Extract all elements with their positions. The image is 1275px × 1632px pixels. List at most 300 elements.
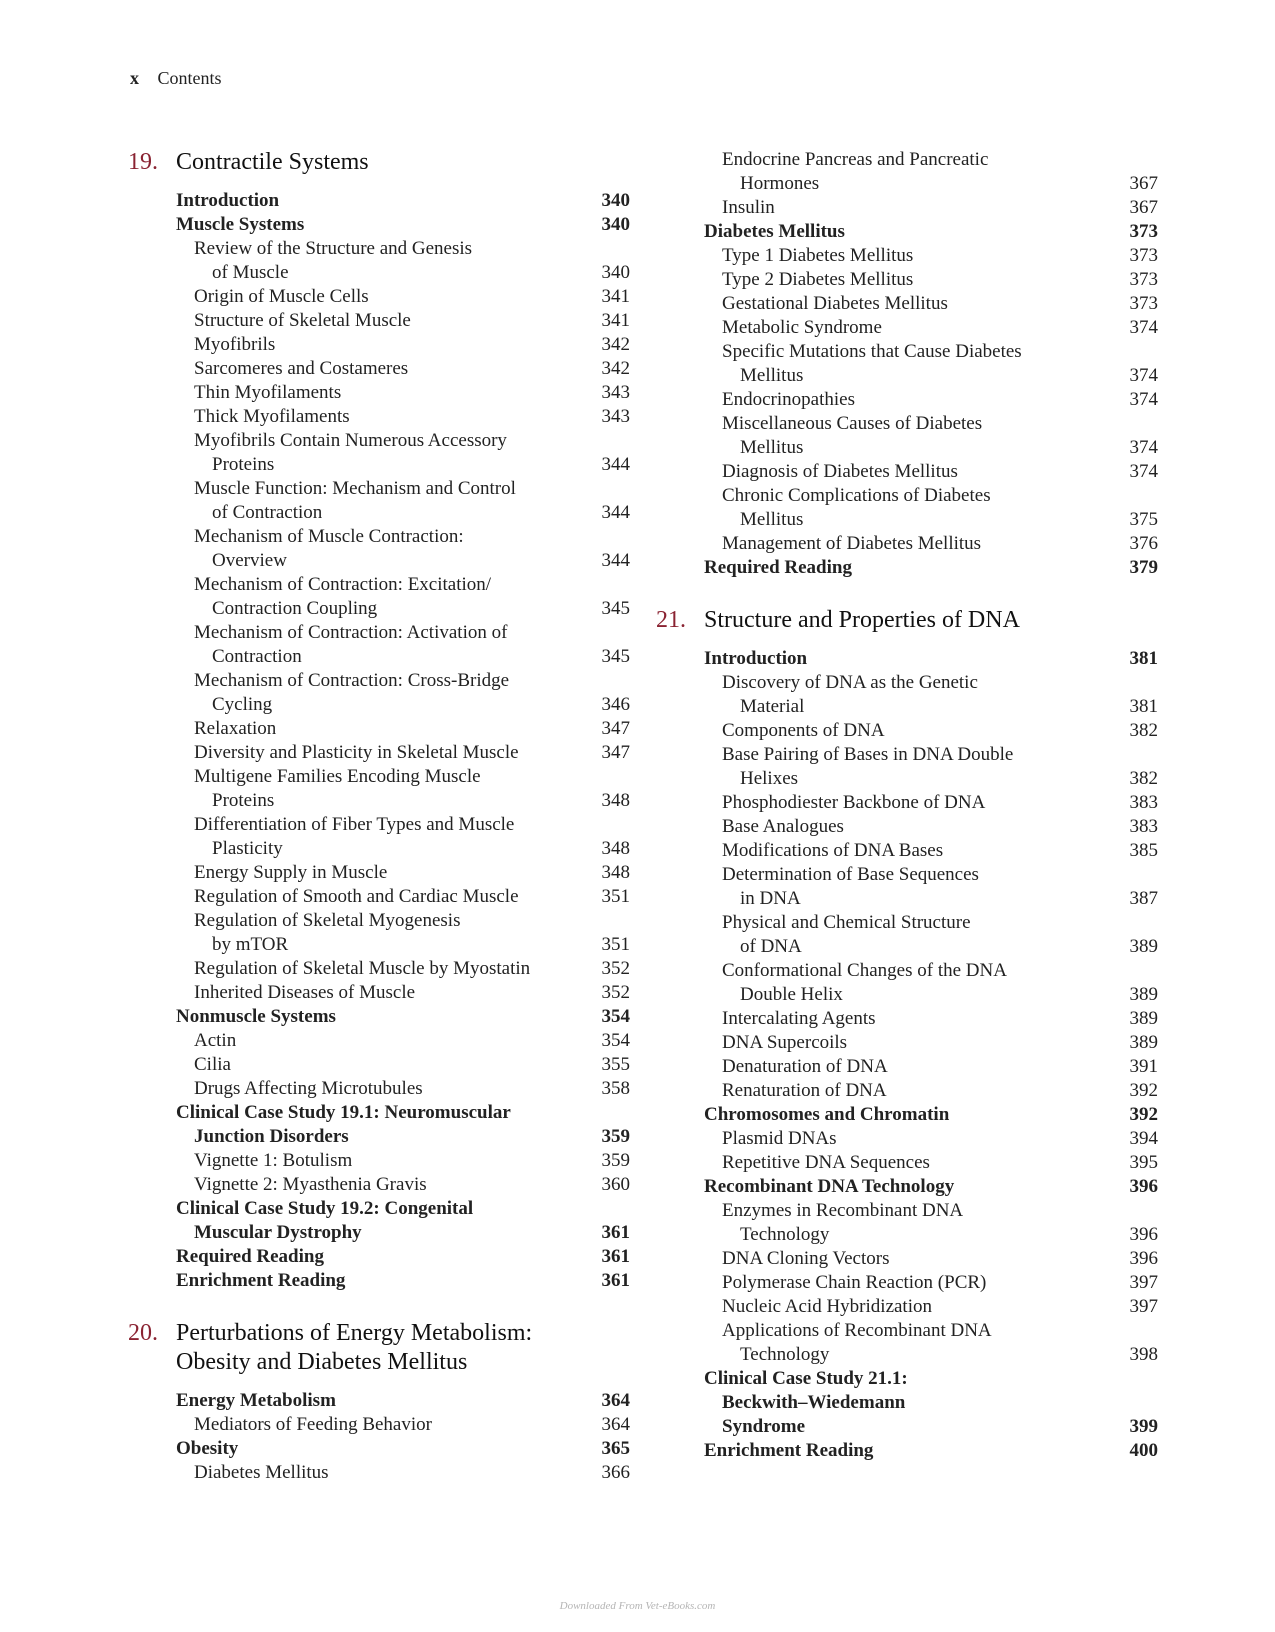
entry-title (128, 1029, 582, 1053)
entry-page-number: 382 (1129, 720, 1158, 741)
toc-subsection-entry (128, 237, 630, 285)
entry-title-line: Applications of Recombinant DNA (722, 1320, 992, 1341)
entry-title (656, 1031, 1110, 1055)
entry-title (128, 213, 582, 237)
entry-page-number: 343 (601, 382, 630, 403)
toc-section-entry (128, 1005, 630, 1029)
chapter-title-line: Perturbations of Energy Metabolism: (176, 1320, 533, 1346)
entry-title-line: Base Pairing of Bases in DNA Double (722, 744, 1014, 765)
entry-title (128, 1389, 582, 1413)
entry-page-number: 340 (601, 190, 630, 211)
entry-title (656, 791, 1110, 815)
entry-title-line: Clinical Case Study 21.1: (704, 1368, 908, 1389)
entry-page-number: 379 (1129, 557, 1158, 578)
entry-title-line: Plasmid DNAs (722, 1128, 837, 1149)
entry-title (128, 885, 582, 909)
chapter-title (704, 606, 1020, 635)
entry-page-number: 381 (1129, 648, 1158, 669)
entry-title-line: Regulation of Smooth and Cardiac Muscle (194, 886, 519, 907)
entry-title (128, 285, 582, 309)
toc-subsection-entry (656, 1079, 1158, 1103)
entry-title-line: Introduction (704, 648, 808, 669)
entry-title-line: Components of DNA (722, 720, 885, 741)
entry-title-line: Myofibrils (194, 334, 276, 355)
entry-title-line: Thin Myofilaments (194, 382, 342, 403)
entry-title-line: Type 2 Diabetes Mellitus (722, 269, 914, 290)
entry-title (128, 1245, 582, 1269)
toc-subsection-entry (128, 1077, 630, 1101)
toc-subsection-entry (128, 861, 630, 885)
entry-page-number: 389 (1129, 1032, 1158, 1053)
entry-page-number: 392 (1129, 1104, 1158, 1125)
toc-subsection-entry (656, 863, 1158, 911)
entry-title (128, 237, 582, 285)
entry-page-number: 348 (601, 838, 630, 859)
entry-page-number: 367 (1129, 197, 1158, 218)
entry-title (656, 1055, 1110, 1079)
entry-title-line: Beckwith–Wiedemann (722, 1392, 906, 1413)
entry-title-line: Insulin (722, 197, 775, 218)
entry-title (128, 1005, 582, 1029)
entry-page-number: 352 (601, 982, 630, 1003)
entry-title (656, 196, 1110, 220)
entry-title-line: Technology (740, 1224, 830, 1245)
toc-section-entry (128, 1389, 630, 1413)
contents-column-right (656, 148, 1158, 1463)
entry-title-line: Syndrome (722, 1416, 806, 1437)
entry-title-line: Chromosomes and Chromatin (704, 1104, 950, 1125)
toc-subsection-entry (128, 909, 630, 957)
toc-subsection-entry (656, 316, 1158, 340)
entry-page-number: 374 (1129, 437, 1158, 458)
entry-title-line: Diabetes Mellitus (194, 1462, 329, 1483)
toc-subsection-entry (656, 268, 1158, 292)
toc-section-entry (656, 1175, 1158, 1199)
entry-title-line: Gestational Diabetes Mellitus (722, 293, 948, 314)
entry-title-line: Regulation of Skeletal Myogenesis (194, 910, 461, 931)
entry-page-number: 382 (1129, 768, 1158, 789)
chapter-number: 20. (128, 1320, 158, 1346)
toc-subsection-entry (128, 1413, 630, 1437)
toc-subsection-entry (128, 741, 630, 765)
entry-title-line: Vignette 2: Myasthenia Gravis (194, 1174, 427, 1195)
entry-title (128, 189, 582, 213)
toc-section-entry (656, 556, 1158, 580)
toc-section-entry (656, 220, 1158, 244)
entry-title (128, 813, 582, 861)
entry-title-line: Relaxation (194, 718, 277, 739)
entry-title (656, 532, 1110, 556)
entry-page-number: 389 (1129, 936, 1158, 957)
entry-title (128, 1461, 582, 1485)
entry-title-line: Base Analogues (722, 816, 844, 837)
toc-subsection-entry (656, 292, 1158, 316)
entry-page-number: 354 (601, 1006, 630, 1027)
toc-subsection-entry (656, 388, 1158, 412)
entry-page-number: 374 (1129, 389, 1158, 410)
entry-page-number: 374 (1129, 461, 1158, 482)
entry-title-line: Modifications of DNA Bases (722, 840, 944, 861)
toc-subsection-entry (656, 671, 1158, 719)
toc-subsection-entry (128, 357, 630, 381)
toc-subsection-entry (128, 669, 630, 717)
entry-title (128, 1197, 582, 1245)
entry-page-number: 373 (1129, 269, 1158, 290)
entry-page-number: 396 (1129, 1248, 1158, 1269)
entry-title-line: Inherited Diseases of Muscle (194, 982, 416, 1003)
toc-subsection-entry (128, 573, 630, 621)
entry-page-number: 344 (601, 454, 630, 475)
toc-section-entry (128, 1437, 630, 1461)
entry-page-number: 365 (601, 1438, 630, 1459)
contents-column-left (128, 148, 630, 1485)
entry-page-number: 399 (1129, 1416, 1158, 1437)
entry-title (128, 957, 582, 981)
entry-title (128, 741, 582, 765)
entry-title (128, 981, 582, 1005)
entry-title-line: Metabolic Syndrome (722, 317, 882, 338)
entry-page-number: 352 (601, 958, 630, 979)
entry-title-line: Origin of Muscle Cells (194, 286, 369, 307)
entry-title-line: Mechanism of Contraction: Activation of (194, 622, 508, 643)
entry-title (656, 1319, 1110, 1367)
entry-title (656, 1103, 1110, 1127)
entry-page-number: 383 (1129, 816, 1158, 837)
toc-subsection-entry (128, 381, 630, 405)
entry-title-line: Energy Metabolism (176, 1390, 336, 1411)
entry-title-line: Drugs Affecting Microtubules (194, 1078, 423, 1099)
chapter-heading (128, 1319, 630, 1377)
entry-page-number: 364 (601, 1390, 630, 1411)
toc-section-entry (656, 1367, 1158, 1439)
entry-title (656, 1007, 1110, 1031)
entry-title-line: by mTOR (212, 934, 289, 955)
entry-title-line: Physical and Chemical Structure (722, 912, 971, 933)
entry-title (656, 412, 1110, 460)
entry-title-line: Nonmuscle Systems (176, 1006, 336, 1027)
toc-section-entry (128, 213, 630, 237)
toc-subsection-entry (128, 1149, 630, 1173)
entry-title (128, 1437, 582, 1461)
entry-title (128, 429, 582, 477)
toc-subsection-entry (656, 148, 1158, 196)
entry-title-line: Overview (212, 550, 287, 571)
entry-title-line: Helixes (740, 768, 799, 789)
entry-page-number: 351 (601, 934, 630, 955)
toc-subsection-entry (128, 477, 630, 525)
entry-page-number: 394 (1129, 1128, 1158, 1149)
toc-subsection-entry (656, 1055, 1158, 1079)
entry-title-line: Phosphodiester Backbone of DNA (722, 792, 986, 813)
toc-subsection-entry (656, 1319, 1158, 1367)
entry-title-line: Contraction (212, 646, 302, 667)
chapter-title (176, 148, 369, 177)
entry-title (128, 765, 582, 813)
entry-title (656, 148, 1110, 196)
toc-section-entry (128, 1245, 630, 1269)
entry-page-number: 389 (1129, 1008, 1158, 1029)
toc-section-entry (128, 1269, 630, 1293)
entry-title-line: Differentiation of Fiber Types and Muscle (194, 814, 515, 835)
entry-title (128, 573, 582, 621)
entry-title-line: Endocrine Pancreas and Pancreatic (722, 149, 989, 170)
entry-title (128, 1053, 582, 1077)
entry-title (128, 1077, 582, 1101)
entry-page-number: 391 (1129, 1056, 1158, 1077)
entry-title (656, 815, 1110, 839)
entry-title-line: DNA Cloning Vectors (722, 1248, 890, 1269)
entry-title-line: Mechanism of Muscle Contraction: (194, 526, 464, 547)
entry-title (656, 484, 1110, 532)
entry-page-number: 397 (1129, 1272, 1158, 1293)
entry-page-number: 340 (601, 214, 630, 235)
toc-subsection-entry (128, 1029, 630, 1053)
toc-subsection-entry (128, 285, 630, 309)
toc-subsection-entry (656, 244, 1158, 268)
entry-page-number: 348 (601, 790, 630, 811)
toc-subsection-entry (128, 1053, 630, 1077)
entry-page-number: 344 (601, 502, 630, 523)
entry-title (656, 1079, 1110, 1103)
entry-page-number: 383 (1129, 792, 1158, 813)
chapter-heading (656, 606, 1158, 635)
entry-title-line: Muscle Systems (176, 214, 305, 235)
entry-title (128, 621, 582, 669)
entry-title-line: Miscellaneous Causes of Diabetes (722, 413, 983, 434)
entry-title-line: Enzymes in Recombinant DNA (722, 1200, 964, 1221)
entry-title-line: Multigene Families Encoding Muscle (194, 766, 481, 787)
entry-title (128, 1149, 582, 1173)
entry-title (656, 839, 1110, 863)
entry-title-line: Diagnosis of Diabetes Mellitus (722, 461, 958, 482)
entry-title (656, 244, 1110, 268)
entry-title-line: Muscle Function: Mechanism and Control (194, 478, 516, 499)
entry-title (128, 1269, 582, 1293)
toc-subsection-entry (656, 412, 1158, 460)
entry-title (128, 861, 582, 885)
chapter-title-line: Obesity and Diabetes Mellitus (176, 1349, 468, 1375)
entry-title-line: Plasticity (212, 838, 283, 859)
toc-subsection-entry (656, 1031, 1158, 1055)
toc-subsection-entry (128, 429, 630, 477)
toc-subsection-entry (656, 1007, 1158, 1031)
entry-page-number: 355 (601, 1054, 630, 1075)
entry-title-line: Specific Mutations that Cause Diabetes (722, 341, 1022, 362)
entry-page-number: 341 (601, 310, 630, 331)
toc-subsection-entry (656, 1247, 1158, 1271)
entry-page-number: 344 (601, 550, 630, 571)
entry-title-line: Enrichment Reading (704, 1440, 874, 1461)
entry-page-number: 346 (601, 694, 630, 715)
entry-page-number: 348 (601, 862, 630, 883)
toc-subsection-entry (128, 957, 630, 981)
toc-subsection-entry (656, 791, 1158, 815)
entry-page-number: 358 (601, 1078, 630, 1099)
entry-title-line: Determination of Base Sequences (722, 864, 979, 885)
entry-title-line: Denaturation of DNA (722, 1056, 888, 1077)
entry-title (656, 647, 1110, 671)
entry-title (128, 525, 582, 573)
toc-subsection-entry (656, 340, 1158, 388)
entry-title-line: Review of the Structure and Genesis (194, 238, 473, 259)
toc-subsection-entry (656, 1295, 1158, 1319)
toc-subsection-entry (656, 484, 1158, 532)
entry-title (128, 717, 582, 741)
entry-title-line: Discovery of DNA as the Genetic (722, 672, 978, 693)
chapter-title-line: Structure and Properties of DNA (704, 607, 1020, 633)
entry-page-number: 374 (1129, 365, 1158, 386)
entry-title-line: Mellitus (740, 437, 804, 458)
entry-page-number: 347 (601, 718, 630, 739)
entry-page-number: 359 (601, 1126, 630, 1147)
entry-page-number: 343 (601, 406, 630, 427)
entry-title-line: Intercalating Agents (722, 1008, 876, 1029)
toc-subsection-entry (128, 885, 630, 909)
toc-subsection-entry (128, 333, 630, 357)
entry-title-line: of Muscle (212, 262, 289, 283)
entry-title (128, 669, 582, 717)
toc-section-entry (128, 189, 630, 213)
entry-title-line: Technology (740, 1344, 830, 1365)
entry-page-number: 345 (601, 598, 630, 619)
chapter-title-line: Contractile Systems (176, 149, 369, 175)
entry-title-line: Double Helix (740, 984, 843, 1005)
toc-subsection-entry (656, 196, 1158, 220)
entry-page-number: 373 (1129, 245, 1158, 266)
entry-title-line: Required Reading (176, 1246, 324, 1267)
toc-subsection-entry (656, 815, 1158, 839)
entry-title (128, 333, 582, 357)
entry-title (128, 357, 582, 381)
entry-page-number: 396 (1129, 1176, 1158, 1197)
entry-title (128, 477, 582, 525)
entry-title (128, 381, 582, 405)
toc-subsection-entry (128, 1173, 630, 1197)
entry-page-number: 387 (1129, 888, 1158, 909)
toc-subsection-entry (128, 981, 630, 1005)
entry-title-line: Proteins (212, 790, 275, 811)
entry-title-line: Chronic Complications of Diabetes (722, 485, 991, 506)
entry-title-line: Muscular Dystrophy (194, 1222, 362, 1243)
entry-title-line: Diversity and Plasticity in Skeletal Muscle (194, 742, 519, 763)
entry-title (656, 1367, 1110, 1439)
entry-page-number: 359 (601, 1150, 630, 1171)
entry-title-line: Type 1 Diabetes Mellitus (722, 245, 914, 266)
toc-subsection-entry (656, 911, 1158, 959)
entry-title (656, 316, 1110, 340)
entry-page-number: 395 (1129, 1152, 1158, 1173)
toc-subsection-entry (128, 309, 630, 333)
entry-page-number: 376 (1129, 533, 1158, 554)
entry-title (128, 309, 582, 333)
entry-title-line: DNA Supercoils (722, 1032, 848, 1053)
toc-section-entry (128, 1101, 630, 1149)
toc-subsection-entry (128, 525, 630, 573)
entry-title-line: Required Reading (704, 557, 852, 578)
running-head (130, 68, 222, 89)
entry-page-number: 361 (601, 1270, 630, 1291)
entry-page-number: 396 (1129, 1224, 1158, 1245)
entry-title-line: Enrichment Reading (176, 1270, 346, 1291)
entry-title-line: Structure of Skeletal Muscle (194, 310, 411, 331)
entry-title-line: Mellitus (740, 365, 804, 386)
toc-subsection-entry (128, 1461, 630, 1485)
entry-title (656, 1295, 1110, 1319)
entry-title-line: Material (740, 696, 805, 717)
entry-title-line: Contraction Coupling (212, 598, 378, 619)
entry-title-line: Thick Myofilaments (194, 406, 350, 427)
entry-title (656, 556, 1110, 580)
download-watermark: Downloaded From Vet-eBooks.com (559, 1600, 716, 1612)
entry-title-line: Mechanism of Contraction: Excitation/ (194, 574, 492, 595)
entry-page-number: 367 (1129, 173, 1158, 194)
entry-title (656, 911, 1110, 959)
entry-title-line: Introduction (176, 190, 280, 211)
toc-subsection-entry (656, 743, 1158, 791)
entry-page-number: 354 (601, 1030, 630, 1051)
entry-title-line: Sarcomeres and Costameres (194, 358, 409, 379)
running-head-section: Contents (157, 68, 222, 88)
toc-subsection-entry (128, 621, 630, 669)
entry-title-line: Mechanism of Contraction: Cross-Bridge (194, 670, 510, 691)
entry-title (128, 1413, 582, 1437)
toc-section-entry (656, 1439, 1158, 1463)
entry-title-line: Renaturation of DNA (722, 1080, 887, 1101)
entry-title-line: Hormones (740, 173, 820, 194)
entry-title (656, 340, 1110, 388)
entry-title-line: Energy Supply in Muscle (194, 862, 388, 883)
entry-page-number: 373 (1129, 293, 1158, 314)
entry-page-number: 400 (1129, 1440, 1158, 1461)
entry-page-number: 385 (1129, 840, 1158, 861)
toc-subsection-entry (656, 1151, 1158, 1175)
entry-title-line: of DNA (740, 936, 802, 957)
entry-page-number: 364 (601, 1414, 630, 1435)
chapter-number: 21. (656, 607, 686, 633)
entry-title-line: Vignette 1: Botulism (194, 1150, 353, 1171)
toc-subsection-entry (128, 717, 630, 741)
entry-page-number: 360 (601, 1174, 630, 1195)
entry-page-number: 361 (601, 1246, 630, 1267)
entry-title (656, 1271, 1110, 1295)
entry-title-line: Recombinant DNA Technology (704, 1176, 955, 1197)
entry-page-number: 351 (601, 886, 630, 907)
entry-title-line: Clinical Case Study 19.1: Neuromuscular (176, 1102, 511, 1123)
entry-title-line: Management of Diabetes Mellitus (722, 533, 982, 554)
entry-page-number: 366 (601, 1462, 630, 1483)
entry-title (128, 405, 582, 429)
entry-title (656, 460, 1110, 484)
entry-title-line: Endocrinopathies (722, 389, 855, 410)
entry-page-number: 341 (601, 286, 630, 307)
entry-title (656, 1439, 1110, 1463)
toc-section-entry (656, 1103, 1158, 1127)
entry-title (656, 1247, 1110, 1271)
entry-title-line: Nucleic Acid Hybridization (722, 1296, 932, 1317)
entry-title (128, 1101, 582, 1149)
toc-subsection-entry (128, 405, 630, 429)
entry-title-line: Regulation of Skeletal Muscle by Myostatin (194, 958, 531, 979)
entry-title (656, 1199, 1110, 1247)
entry-page-number: 389 (1129, 984, 1158, 1005)
entry-title-line: in DNA (740, 888, 801, 909)
entry-title-line: Actin (194, 1030, 237, 1051)
entry-page-number: 392 (1129, 1080, 1158, 1101)
entry-title (656, 1127, 1110, 1151)
entry-title-line: Cilia (194, 1054, 231, 1075)
entry-page-number: 345 (601, 646, 630, 667)
chapter-heading (128, 148, 630, 177)
